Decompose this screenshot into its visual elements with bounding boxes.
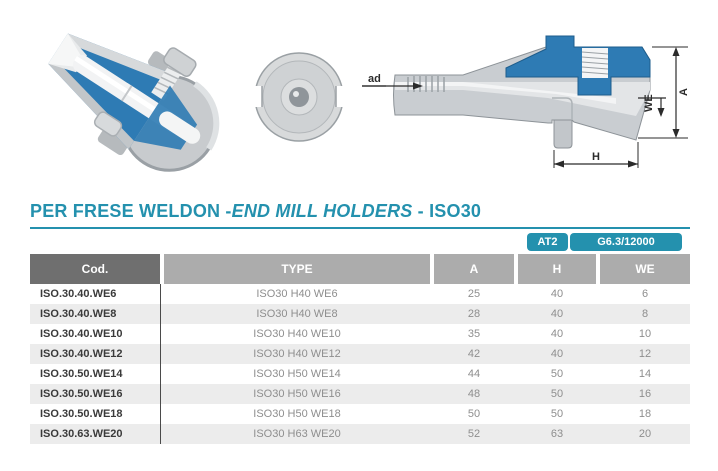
cod-column-divider <box>160 284 161 444</box>
cell-we: 12 <box>638 348 652 360</box>
cell-type: ISO30 H50 WE16 <box>253 388 341 400</box>
cell-h: 50 <box>550 388 564 400</box>
cell-cod: ISO.30.63.WE20 <box>40 428 123 440</box>
cell-a: 52 <box>467 428 481 440</box>
column-header-we: WE <box>600 254 690 284</box>
holder-3d-cutaway-illustration <box>26 6 244 190</box>
dim-label-a: A <box>678 88 690 96</box>
table-row <box>30 404 690 424</box>
cell-we: 10 <box>638 328 652 340</box>
cell-h: 50 <box>550 408 564 420</box>
page-title <box>30 201 690 229</box>
cell-a: 28 <box>467 308 481 320</box>
cell-cod: ISO.30.50.WE16 <box>40 388 123 400</box>
cell-a: 35 <box>467 328 481 340</box>
dim-label-ad: ad <box>368 73 381 85</box>
column-header-type: TYPE <box>164 254 430 284</box>
badge-at2: AT2 <box>527 233 568 251</box>
cell-type: ISO30 H63 WE20 <box>253 428 341 440</box>
cell-we: 20 <box>638 428 652 440</box>
cell-h: 40 <box>550 288 564 300</box>
cell-cod: ISO.30.40.WE6 <box>40 288 117 300</box>
table-header-row <box>30 254 690 284</box>
table-row <box>30 424 690 444</box>
cell-type: ISO30 H40 WE6 <box>256 288 338 300</box>
cell-cod: ISO.30.50.WE14 <box>40 368 123 380</box>
cell-a: 48 <box>467 388 481 400</box>
holder-3d-cutaway-icon <box>26 6 244 190</box>
cell-cod: ISO.30.40.WE8 <box>40 308 117 320</box>
holder-front-view-icon <box>250 48 348 146</box>
cell-type: ISO30 H40 WE10 <box>253 328 341 340</box>
holder-section-diagram <box>356 20 700 192</box>
cell-type: ISO30 H50 WE18 <box>253 408 341 420</box>
cell-h: 40 <box>550 308 564 320</box>
column-header-cod: Cod. <box>30 254 160 284</box>
cell-a: 50 <box>467 408 481 420</box>
table-row <box>30 324 690 344</box>
page-title-standard: - ISO30 <box>412 201 482 221</box>
table-row <box>30 384 690 404</box>
cell-type: ISO30 H40 WE12 <box>253 348 341 360</box>
cell-type: ISO30 H50 WE14 <box>253 368 341 380</box>
cell-a: 25 <box>467 288 481 300</box>
cell-a: 44 <box>467 368 481 380</box>
table-row <box>30 364 690 384</box>
table-body <box>30 284 690 444</box>
dim-label-h: H <box>592 151 600 163</box>
cell-we: 6 <box>641 288 649 300</box>
holder-section-diagram-icon <box>356 20 700 192</box>
page-title-english: END MILL HOLDERS <box>231 201 413 221</box>
cell-h: 50 <box>550 368 564 380</box>
column-header-h: H <box>518 254 596 284</box>
cell-h: 40 <box>550 348 564 360</box>
column-header-a: A <box>434 254 514 284</box>
cell-cod: ISO.30.40.WE12 <box>40 348 123 360</box>
page-title-main: PER FRESE WELDON - <box>30 201 232 221</box>
cell-we: 18 <box>638 408 652 420</box>
table-row <box>30 344 690 364</box>
cell-h: 63 <box>550 428 564 440</box>
badge-balancing-grade: G6.3/12000 <box>570 233 682 251</box>
cell-cod: ISO.30.50.WE18 <box>40 408 123 420</box>
cell-cod: ISO.30.40.WE10 <box>40 328 123 340</box>
cell-we: 16 <box>638 388 652 400</box>
spec-table <box>30 254 690 444</box>
table-row <box>30 304 690 324</box>
dim-label-we: WE <box>643 94 655 112</box>
holder-front-view-illustration <box>250 48 348 146</box>
cell-we: 14 <box>638 368 652 380</box>
table-row <box>30 284 690 304</box>
cell-a: 42 <box>467 348 481 360</box>
cell-we: 8 <box>641 308 649 320</box>
cell-type: ISO30 H40 WE8 <box>256 308 338 320</box>
cell-h: 40 <box>550 328 564 340</box>
